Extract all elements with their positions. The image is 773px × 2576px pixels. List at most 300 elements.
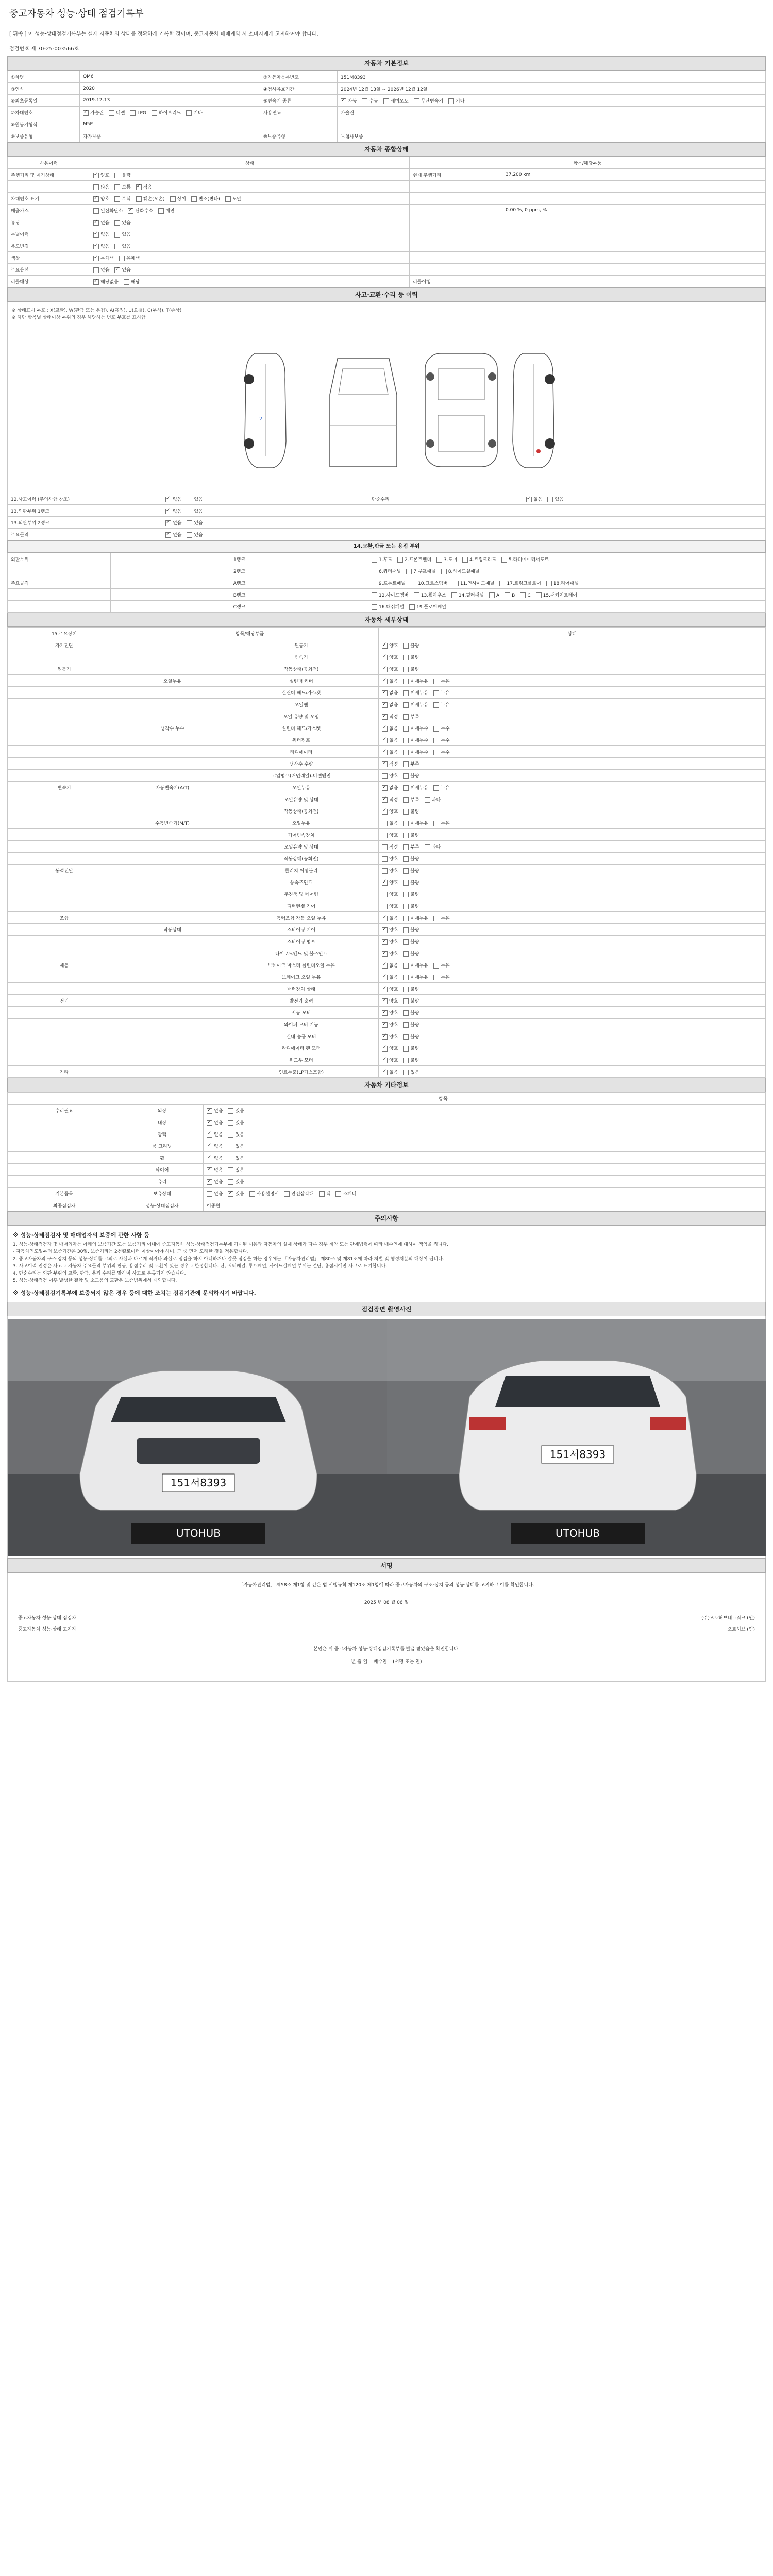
checkbox-option[interactable] [403, 643, 419, 649]
checkbox[interactable] [403, 679, 409, 684]
checkbox-option[interactable] [114, 268, 130, 273]
checkbox[interactable] [207, 1191, 212, 1197]
checkbox[interactable] [93, 220, 99, 226]
checkbox-option[interactable] [165, 533, 181, 538]
checkbox[interactable] [403, 1022, 409, 1028]
checkbox-option[interactable] [207, 1132, 223, 1138]
checkbox-option[interactable] [136, 197, 165, 202]
checkbox-option[interactable] [382, 726, 398, 732]
checkbox[interactable] [158, 208, 164, 214]
checkbox-option[interactable] [114, 244, 130, 249]
checkbox-option[interactable] [114, 232, 130, 238]
checkbox-option[interactable] [433, 738, 449, 743]
checkbox[interactable] [136, 184, 142, 190]
checkbox[interactable] [93, 232, 99, 238]
checkbox-option[interactable] [372, 581, 406, 586]
checkbox[interactable] [382, 916, 388, 921]
checkbox[interactable] [403, 868, 409, 874]
checkbox[interactable] [114, 244, 120, 249]
checkbox[interactable] [403, 833, 409, 838]
checkbox[interactable] [403, 963, 409, 969]
checkbox[interactable] [382, 963, 388, 969]
checkbox-option[interactable] [403, 845, 419, 850]
checkbox[interactable] [414, 592, 419, 598]
checkbox-option[interactable] [119, 256, 140, 261]
checkbox-option[interactable] [489, 593, 499, 598]
checkbox-option[interactable] [406, 569, 435, 574]
checkbox-option[interactable] [382, 774, 398, 779]
checkbox[interactable] [382, 975, 388, 980]
checkbox[interactable] [382, 904, 388, 909]
checkbox[interactable] [489, 592, 495, 598]
checkbox[interactable] [187, 532, 192, 538]
checkbox-option[interactable] [433, 679, 449, 684]
checkbox-option[interactable] [383, 99, 409, 104]
checkbox-option[interactable] [136, 185, 152, 190]
checkbox[interactable] [403, 1010, 409, 1016]
checkbox-option[interactable] [372, 605, 404, 610]
checkbox[interactable] [436, 557, 442, 563]
checkbox[interactable] [403, 998, 409, 1004]
checkbox-option[interactable] [403, 1046, 419, 1052]
checkbox[interactable] [403, 904, 409, 909]
checkbox[interactable] [403, 667, 409, 672]
checkbox-option[interactable] [433, 750, 449, 755]
checkbox-option[interactable] [372, 557, 392, 563]
checkbox-option[interactable] [249, 1192, 279, 1197]
checkbox-option[interactable] [382, 869, 398, 874]
checkbox-option[interactable] [403, 703, 428, 708]
checkbox[interactable] [433, 702, 439, 708]
checkbox-option[interactable] [382, 987, 398, 992]
checkbox[interactable] [382, 738, 388, 743]
checkbox-option[interactable] [319, 1192, 331, 1197]
checkbox-option[interactable] [536, 593, 577, 598]
checkbox[interactable] [403, 856, 409, 862]
checkbox-option[interactable] [187, 497, 203, 502]
checkbox[interactable] [403, 655, 409, 660]
checkbox[interactable] [124, 279, 129, 285]
checkbox[interactable] [414, 98, 419, 104]
checkbox[interactable] [433, 785, 439, 791]
checkbox-option[interactable] [403, 786, 428, 791]
checkbox[interactable] [433, 916, 439, 921]
checkbox-option[interactable] [433, 975, 449, 980]
checkbox-option[interactable] [433, 786, 449, 791]
checkbox-option[interactable] [403, 1023, 419, 1028]
checkbox-option[interactable] [414, 99, 443, 104]
checkbox-option[interactable] [93, 268, 109, 273]
checkbox[interactable] [382, 773, 388, 779]
checkbox-option[interactable] [403, 987, 419, 992]
checkbox-option[interactable] [547, 497, 563, 502]
checkbox[interactable] [372, 557, 377, 563]
checkbox[interactable] [130, 110, 136, 116]
checkbox-option[interactable] [453, 581, 494, 586]
checkbox[interactable] [382, 679, 388, 684]
checkbox-option[interactable] [170, 197, 186, 202]
checkbox-option[interactable] [433, 691, 449, 696]
checkbox-option[interactable] [228, 1132, 244, 1138]
checkbox-option[interactable] [165, 509, 181, 514]
checkbox[interactable] [165, 509, 171, 514]
checkbox[interactable] [403, 643, 409, 649]
checkbox-option[interactable] [403, 762, 419, 767]
checkbox-option[interactable] [433, 963, 449, 969]
checkbox[interactable] [433, 690, 439, 696]
checkbox-option[interactable] [382, 715, 398, 720]
checkbox[interactable] [425, 797, 430, 803]
checkbox[interactable] [382, 809, 388, 815]
checkbox[interactable] [93, 196, 99, 202]
checkbox-option[interactable] [403, 869, 419, 874]
checkbox[interactable] [114, 196, 120, 202]
checkbox-option[interactable] [382, 667, 398, 672]
checkbox-option[interactable] [403, 880, 419, 886]
checkbox[interactable] [382, 785, 388, 791]
checkbox[interactable] [93, 173, 99, 178]
checkbox-option[interactable] [382, 1023, 398, 1028]
checkbox[interactable] [403, 750, 409, 755]
checkbox-option[interactable] [382, 762, 398, 767]
checkbox[interactable] [397, 557, 403, 563]
checkbox-option[interactable] [382, 1011, 398, 1016]
checkbox[interactable] [501, 557, 507, 563]
checkbox[interactable] [207, 1144, 212, 1149]
checkbox-option[interactable] [114, 221, 130, 226]
checkbox-option[interactable] [403, 798, 419, 803]
checkbox[interactable] [136, 196, 142, 202]
checkbox[interactable] [341, 98, 346, 104]
checkbox-option[interactable] [382, 679, 398, 684]
checkbox-option[interactable] [403, 963, 428, 969]
checkbox[interactable] [403, 1034, 409, 1040]
checkbox[interactable] [382, 1070, 388, 1075]
checkbox-option[interactable] [382, 1035, 398, 1040]
checkbox-option[interactable] [403, 952, 419, 957]
checkbox-option[interactable] [93, 280, 119, 285]
checkbox-option[interactable] [425, 798, 441, 803]
checkbox-option[interactable] [409, 605, 446, 610]
checkbox[interactable] [425, 844, 430, 850]
checkbox[interactable] [520, 592, 526, 598]
checkbox[interactable] [225, 196, 231, 202]
checkbox-option[interactable] [403, 774, 419, 779]
checkbox-option[interactable] [403, 809, 419, 815]
checkbox[interactable] [187, 497, 192, 502]
checkbox-option[interactable] [526, 497, 542, 502]
checkbox-option[interactable] [433, 726, 449, 732]
checkbox-option[interactable] [93, 232, 109, 238]
checkbox[interactable] [93, 208, 99, 214]
checkbox-option[interactable] [93, 185, 109, 190]
checkbox[interactable] [403, 738, 409, 743]
checkbox[interactable] [382, 726, 388, 732]
checkbox-option[interactable] [433, 703, 449, 708]
checkbox-option[interactable] [207, 1144, 223, 1149]
checkbox[interactable] [433, 679, 439, 684]
checkbox-option[interactable] [187, 521, 203, 526]
checkbox-option[interactable] [109, 111, 125, 116]
checkbox-option[interactable] [382, 892, 398, 897]
checkbox-option[interactable] [403, 715, 419, 720]
checkbox[interactable] [382, 797, 388, 803]
checkbox-option[interactable] [93, 244, 109, 249]
checkbox-option[interactable] [362, 99, 378, 104]
checkbox-option[interactable] [228, 1192, 244, 1197]
checkbox[interactable] [536, 592, 542, 598]
checkbox[interactable] [207, 1120, 212, 1126]
checkbox-option[interactable] [403, 1070, 419, 1075]
checkbox-option[interactable] [93, 197, 109, 202]
checkbox[interactable] [441, 569, 447, 574]
checkbox[interactable] [207, 1132, 212, 1138]
checkbox[interactable] [207, 1108, 212, 1114]
checkbox[interactable] [403, 821, 409, 826]
checkbox[interactable] [411, 581, 416, 586]
checkbox-option[interactable] [425, 845, 441, 850]
checkbox-option[interactable] [403, 916, 428, 921]
checkbox[interactable] [403, 761, 409, 767]
checkbox-option[interactable] [403, 691, 428, 696]
checkbox-option[interactable] [403, 1035, 419, 1040]
checkbox[interactable] [403, 785, 409, 791]
checkbox[interactable] [228, 1179, 233, 1185]
checkbox[interactable] [403, 1046, 409, 1052]
checkbox-option[interactable] [382, 928, 398, 933]
checkbox-option[interactable] [128, 209, 153, 214]
checkbox[interactable] [382, 702, 388, 708]
checkbox-option[interactable] [207, 1168, 223, 1173]
checkbox[interactable] [403, 726, 409, 732]
checkbox[interactable] [207, 1179, 212, 1185]
checkbox[interactable] [433, 738, 439, 743]
checkbox[interactable] [499, 581, 505, 586]
checkbox-option[interactable] [341, 99, 357, 104]
checkbox[interactable] [228, 1108, 233, 1114]
checkbox-option[interactable] [382, 904, 398, 909]
checkbox[interactable] [433, 975, 439, 980]
checkbox[interactable] [382, 844, 388, 850]
checkbox[interactable] [165, 520, 171, 526]
checkbox[interactable] [228, 1144, 233, 1149]
checkbox[interactable] [382, 1010, 388, 1016]
checkbox-option[interactable] [499, 581, 541, 586]
checkbox-option[interactable] [403, 679, 428, 684]
checkbox[interactable] [93, 256, 99, 261]
checkbox-option[interactable] [382, 940, 398, 945]
checkbox[interactable] [547, 497, 553, 502]
checkbox-option[interactable] [165, 521, 181, 526]
checkbox[interactable] [382, 833, 388, 838]
checkbox-option[interactable] [124, 280, 140, 285]
checkbox-option[interactable] [411, 581, 448, 586]
checkbox-option[interactable] [382, 798, 398, 803]
checkbox-option[interactable] [382, 880, 398, 886]
checkbox-option[interactable] [382, 833, 398, 838]
checkbox-option[interactable] [382, 655, 398, 660]
checkbox[interactable] [372, 581, 377, 586]
checkbox-option[interactable] [382, 999, 398, 1004]
checkbox[interactable] [403, 797, 409, 803]
checkbox-option[interactable] [382, 809, 398, 815]
checkbox-option[interactable] [382, 975, 398, 980]
checkbox-option[interactable] [403, 928, 419, 933]
checkbox[interactable] [228, 1167, 233, 1173]
checkbox[interactable] [382, 714, 388, 720]
checkbox[interactable] [187, 509, 192, 514]
checkbox-option[interactable] [382, 821, 398, 826]
checkbox-option[interactable] [382, 845, 398, 850]
checkbox-option[interactable] [382, 1070, 398, 1075]
checkbox[interactable] [114, 220, 120, 226]
checkbox[interactable] [382, 939, 388, 945]
checkbox-option[interactable] [284, 1192, 313, 1197]
checkbox-option[interactable] [93, 173, 109, 178]
checkbox-option[interactable] [165, 497, 181, 502]
checkbox[interactable] [362, 98, 367, 104]
checkbox-option[interactable] [228, 1109, 244, 1114]
checkbox-option[interactable] [382, 643, 398, 649]
checkbox-option[interactable] [228, 1121, 244, 1126]
checkbox[interactable] [228, 1132, 233, 1138]
checkbox-option[interactable] [382, 738, 398, 743]
checkbox-option[interactable] [501, 557, 549, 563]
checkbox-option[interactable] [114, 173, 130, 178]
checkbox-option[interactable] [403, 667, 419, 672]
checkbox[interactable] [382, 987, 388, 992]
checkbox-option[interactable] [403, 655, 419, 660]
checkbox[interactable] [114, 184, 120, 190]
checkbox-option[interactable] [403, 999, 419, 1004]
checkbox-option[interactable] [403, 821, 428, 826]
checkbox[interactable] [526, 497, 532, 502]
checkbox[interactable] [382, 655, 388, 660]
checkbox[interactable] [187, 520, 192, 526]
checkbox[interactable] [403, 939, 409, 945]
checkbox[interactable] [382, 892, 388, 897]
checkbox-option[interactable] [403, 940, 419, 945]
checkbox[interactable] [228, 1156, 233, 1161]
checkbox-option[interactable] [382, 916, 398, 921]
checkbox[interactable] [372, 604, 377, 610]
checkbox-option[interactable] [403, 857, 419, 862]
checkbox-option[interactable] [382, 691, 398, 696]
checkbox-option[interactable] [520, 593, 530, 598]
checkbox-option[interactable] [462, 557, 496, 563]
checkbox[interactable] [433, 726, 439, 732]
checkbox-option[interactable] [433, 821, 449, 826]
checkbox[interactable] [93, 267, 99, 273]
checkbox-option[interactable] [382, 703, 398, 708]
checkbox[interactable] [114, 173, 120, 178]
checkbox[interactable] [83, 110, 89, 116]
checkbox[interactable] [207, 1167, 212, 1173]
checkbox[interactable] [433, 750, 439, 755]
checkbox[interactable] [406, 569, 412, 574]
checkbox-option[interactable] [186, 111, 202, 116]
checkbox-option[interactable] [382, 857, 398, 862]
checkbox[interactable] [382, 643, 388, 649]
checkbox-option[interactable] [187, 509, 203, 514]
checkbox-option[interactable] [372, 569, 401, 574]
checkbox[interactable] [403, 880, 409, 886]
checkbox[interactable] [165, 497, 171, 502]
checkbox-option[interactable] [414, 593, 446, 598]
checkbox[interactable] [453, 581, 459, 586]
checkbox[interactable] [403, 773, 409, 779]
checkbox-option[interactable] [372, 593, 409, 598]
checkbox[interactable] [403, 951, 409, 957]
checkbox[interactable] [382, 998, 388, 1004]
checkbox[interactable] [319, 1191, 325, 1197]
checkbox[interactable] [403, 927, 409, 933]
checkbox-option[interactable] [382, 786, 398, 791]
checkbox[interactable] [403, 892, 409, 897]
checkbox-option[interactable] [403, 726, 428, 732]
checkbox[interactable] [382, 690, 388, 696]
checkbox[interactable] [462, 557, 468, 563]
checkbox[interactable] [284, 1191, 290, 1197]
checkbox[interactable] [403, 714, 409, 720]
checkbox-option[interactable] [187, 533, 203, 538]
checkbox[interactable] [114, 232, 120, 238]
checkbox-option[interactable] [382, 963, 398, 969]
checkbox-option[interactable] [546, 581, 579, 586]
checkbox[interactable] [403, 987, 409, 992]
checkbox[interactable] [382, 1046, 388, 1052]
checkbox-option[interactable] [403, 833, 419, 838]
checkbox[interactable] [93, 279, 99, 285]
checkbox[interactable] [403, 1058, 409, 1063]
checkbox[interactable] [128, 208, 133, 214]
checkbox-option[interactable] [382, 1058, 398, 1063]
checkbox[interactable] [114, 267, 120, 273]
checkbox[interactable] [191, 196, 197, 202]
checkbox[interactable] [207, 1156, 212, 1161]
checkbox-option[interactable] [191, 197, 220, 202]
checkbox-option[interactable] [441, 569, 480, 574]
checkbox[interactable] [382, 750, 388, 755]
checkbox-option[interactable] [397, 557, 431, 563]
checkbox[interactable] [382, 856, 388, 862]
checkbox-option[interactable] [152, 111, 181, 116]
checkbox-option[interactable] [403, 1011, 419, 1016]
checkbox[interactable] [403, 702, 409, 708]
checkbox[interactable] [152, 110, 157, 116]
checkbox[interactable] [505, 592, 510, 598]
checkbox[interactable] [403, 975, 409, 980]
checkbox-option[interactable] [130, 111, 146, 116]
checkbox[interactable] [546, 581, 552, 586]
checkbox-option[interactable] [93, 221, 109, 226]
checkbox-option[interactable] [382, 750, 398, 755]
checkbox[interactable] [403, 690, 409, 696]
checkbox[interactable] [382, 880, 388, 886]
checkbox[interactable] [403, 1070, 409, 1075]
checkbox-option[interactable] [436, 557, 457, 563]
checkbox-option[interactable] [158, 209, 174, 214]
checkbox[interactable] [409, 604, 415, 610]
checkbox[interactable] [93, 244, 99, 249]
checkbox-option[interactable] [83, 111, 104, 116]
checkbox-option[interactable] [93, 256, 114, 261]
checkbox-option[interactable] [207, 1192, 223, 1197]
checkbox[interactable] [119, 256, 125, 261]
checkbox[interactable] [170, 196, 176, 202]
checkbox-option[interactable] [403, 904, 419, 909]
checkbox[interactable] [403, 844, 409, 850]
